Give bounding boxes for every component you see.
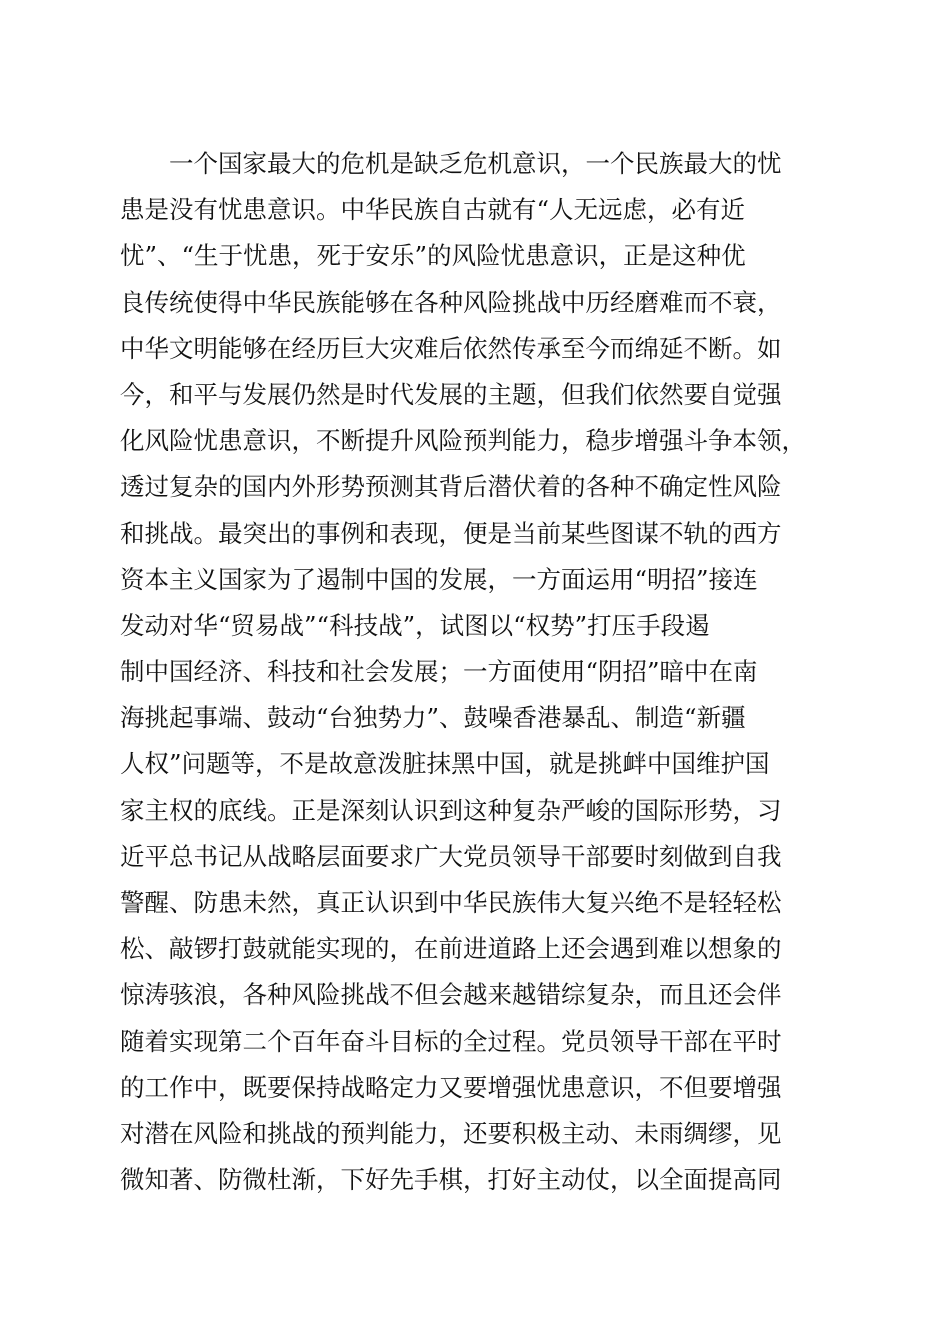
paragraph-line: 近平总书记从战略层面要求广大党员领导干部要时刻做到自我 [120, 841, 782, 871]
paragraph-line: 微知著、防微杜渐，下好先手棋，打好主动仗，以全面提高同 [120, 1165, 782, 1195]
paragraph-line: 中华文明能够在经历巨大灾难后依然传承至今而绵延不断。如 [120, 333, 782, 363]
paragraph-line: 制中国经济、科技和社会发展；一方面使用“阴招”暗中在南 [120, 657, 758, 687]
paragraph-line: 对潜在风险和挑战的预判能力，还要积极主动、未雨绸缪，见 [120, 1118, 782, 1148]
paragraph-line: 人权”问题等，不是故意泼脏抹黑中国，就是挑衅中国维护国 [120, 749, 770, 779]
paragraph-line: 发动对华“贸易战”“科技战”，试图以“权势”打压手段遏 [120, 610, 710, 640]
paragraph-line: 警醒、防患未然，真正认识到中华民族伟大复兴绝不是轻轻松 [120, 888, 782, 917]
paragraph-line: 松、敲锣打鼓就能实现的，在前进道路上还会遇到难以想象的 [120, 934, 782, 964]
paragraph-line: 家主权的底线。正是深刻认识到这种复杂严峻的国际形势，习 [120, 795, 782, 825]
paragraph-line: 今，和平与发展仍然是时代发展的主题，但我们依然要自觉强 [120, 379, 782, 409]
paragraph-line: 忧”、“生于忧患，死于安乐”的风险忧患意识，正是这种优 [120, 241, 746, 271]
paragraph-line: 惊涛骇浪，各种风险挑战不但会越来越错综复杂，而且还会伴 [120, 980, 782, 1010]
body-paragraph [120, 141, 830, 1203]
paragraph-line: 的工作中，既要保持战略定力又要增强忧患意识，不但要增强 [120, 1072, 782, 1102]
paragraph-line: 化风险忧患意识，不断提升风险预判能力，稳步增强斗争本领， [120, 426, 806, 456]
paragraph-line: 和挑战。最突出的事例和表现，便是当前某些图谋不轨的西方 [120, 518, 782, 548]
paragraph-line: 透过复杂的国内外形势预测其背后潜伏着的各种不确定性风险 [120, 472, 782, 502]
paragraph-line: 资本主义国家为了遏制中国的发展，一方面运用“明招”接连 [120, 564, 758, 594]
paragraph-line: 一个国家最大的危机是缺乏危机意识，一个民族最大的忧 [169, 149, 782, 178]
paragraph-line: 海挑起事端、鼓动“台独势力”、鼓噪香港暴乱、制造“新疆 [120, 703, 746, 733]
paragraph-line: 患是没有忧患意识。中华民族自古就有“人无远虑，必有近 [120, 195, 746, 225]
paragraph-line: 随着实现第二个百年奋斗目标的全过程。党员领导干部在平时 [120, 1026, 782, 1056]
paragraph-line: 良传统使得中华民族能够在各种风险挑战中历经磨难而不衰， [120, 287, 782, 317]
